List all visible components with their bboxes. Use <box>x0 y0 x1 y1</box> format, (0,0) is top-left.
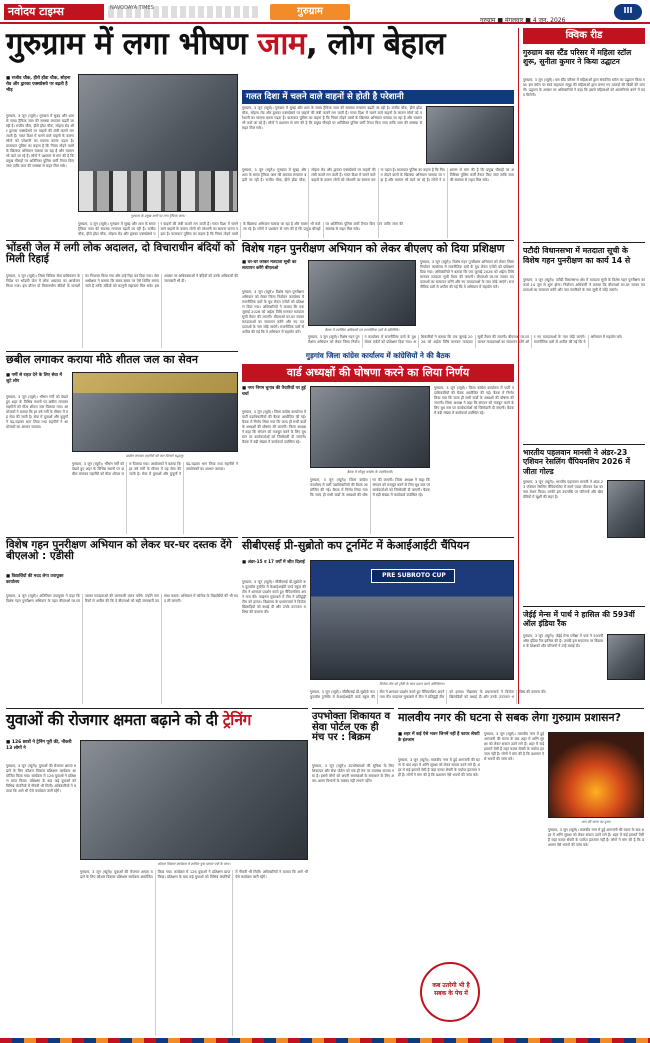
divider <box>523 242 645 243</box>
lead-body-col2 <box>78 222 403 238</box>
malviya-photo <box>548 732 644 818</box>
lead-body-col1 <box>6 114 74 238</box>
lead-headline-tail: , लोग बेहाल <box>305 26 446 62</box>
section-label <box>270 4 350 20</box>
blo-bullet: ■ विद्यार्थियों की मदद लेगा उपायुक्त कार्यालय <box>6 574 64 585</box>
divider <box>6 708 308 709</box>
malviya-headline-text: मालवीय नगर की घटना से सबक लेगा गुरुग्राम प्रशासन? <box>398 711 621 724</box>
blo-body <box>6 594 238 704</box>
youth-body-text: गुरुग्राम, 3 जून (ब्यूरो)। युवाओं की रोजगार क्षमता बढ़ाने के लिए कौशल विकास प्रशिक्षण कार्यक्रम आयोजित किया गया। कार्यक्रम में 126 युवाओं ने प्रशिक्षण प्राप्त किया। प्रशिक्षण के बाद कई युवाओं को विभिन्न कंपनियों में नौकरी भी मिली। अधिकारियों ने बताया कि आगे भी ऐसे कार्यक्रम जारी रहेंगे। <box>6 764 76 793</box>
congress-kicker <box>242 351 514 363</box>
lead-headline <box>6 28 516 70</box>
ticker-strip <box>108 6 258 18</box>
congress-body-text: गुरुग्राम, 3 जून (ब्यूरो)। जिला कांग्रेस कार्यालय में पार्टी पदाधिकारियों की बैठक आयोजित की गई। बैठक में निर्णय लिया गया कि जल्द ही सभी वार्डों के अध्यक्षों की घोषणा की जाएगी। जिला अध्यक्ष ने कहा कि संगठन को मजबूत करने के लिए बूथ स्तर पर कार्यकर्ताओं को जिम्मेदारी दी जाएगी। बैठक में बड़ी संख्या में कार्यकर्ता उपस्थित रहे। <box>242 410 306 444</box>
malviya-caption <box>548 820 644 825</box>
quick-read-title-bar <box>523 28 645 44</box>
subroto-bullet: ■ अंडर-15 व 17 वर्गों में जीत दिलाई <box>242 560 305 565</box>
malviya-bullet: ■ शहर में कई ऐसे भवन जिनमें नहीं हैं फायर सेफ्टी के इंतजाम <box>398 732 480 743</box>
malviya-badge <box>420 962 480 1022</box>
divider <box>242 537 514 538</box>
election-training-headline <box>242 243 514 257</box>
youth-body-text-2: गुरुग्राम, 3 जून (ब्यूरो)। युवाओं की रोजगार क्षमता बढ़ाने के लिए कौशल विकास प्रशिक्षण कार्यक्रम आयोजित किया गया। कार्यक्रम में 126 युवाओं ने प्रशिक्षण प्राप्त किया। प्रशिक्षण के बाद कई युवाओं को विभिन्न कंपनियों में नौकरी भी मिली। अधिकारियों ने बताया कि आगे भी ऐसे कार्यक्रम जारी रहेंगे। <box>80 870 308 879</box>
youth-caption <box>80 862 308 867</box>
election-training-bullet-text: घर-घर जाकर मतदाता सूची का सत्यापन करेंगे बीएलओ <box>242 260 297 271</box>
quick-read-item-3-body: गुरुग्राम, 3 जून (ब्यूरो)। जेईई मेन्स परीक्षा में पार्थ ने 593वीं ऑल इंडिया रैंक हासिल की है। उनकी इस सफलता पर विद्यालय के शिक्षकों और परिजनों ने उन्हें बधाई दी। <box>523 634 603 648</box>
election-training-photo <box>308 260 416 326</box>
divider <box>6 537 238 538</box>
chhabeel-headline <box>6 354 238 370</box>
quick-read-item-0-headline: गुरुग्राम बस स्टैंड परिसर में महिला स्टॉल शुरू, सुनीता कुमार ने किया उद्घाटन <box>523 48 632 67</box>
quick-read-item-headline <box>523 610 645 632</box>
lok-adalat-body <box>6 274 238 348</box>
divider <box>523 606 645 607</box>
ticker-text: NAVODAYA TIMES <box>110 5 154 11</box>
youth-headline <box>6 712 308 736</box>
footer-strip <box>0 1038 650 1043</box>
chhabeel-body-1 <box>6 395 68 533</box>
election-training-body-1 <box>242 290 304 348</box>
lok-adalat-headline-text: भोंडसी जेल में लगी लोक अदालत, दो विचाराधीन बंदियों को मिली रिहाई <box>6 242 235 266</box>
dateline <box>480 7 610 24</box>
congress-kicker-text: गुड़गांव जिला कांग्रेस कार्यालय में कांग्रेसियों ने की बैठक <box>305 351 451 360</box>
chhabeel-body-text: गुरुग्राम, 3 जून (ब्यूरो)। भीषण गर्मी को देखते हुए शहर के विभिन्न स्थानों पर छबील लगाकर राहगीरों को मीठा शीतल जल पिलाया गया। आयोजकों ने बताया कि हर वर्ष गर्मी के मौसम में यह सेवा की जाती है। सेवा में युवाओं और बुजुर्गों ने बढ़-चढ़कर भाग लिया तथा राहगीरों ने आयोजकों का आभार जताया। <box>6 395 68 429</box>
election-training-headline-text: विशेष गहन पुनरीक्षण अभियान को लेकर बीएलए को दिया प्रशिक्षण <box>242 242 505 255</box>
chhabeel-bullet: ■ गर्मी से राहत देने के लिए सेवा में जुटे लोग <box>6 373 62 384</box>
divider <box>398 708 644 709</box>
election-training-body-text-3: गुरुग्राम, 3 जून (ब्यूरो)। विशेष गहन पुनरीक्षण अभियान को लेकर जिला निर्वाचन कार्यालय में राजनीतिक दलों के बूथ लेवल एजेंटों को प्रशिक्षण दिया गया। अधिकारियों ने बताया कि एक जुलाई 2026 को अर्हता तिथि मानकर मतदाता सूची तैयार की जाएगी। बीएलओ घर-घर जाकर मतदाताओं का सत्यापन करेंगे और नए मतदाताओं के नाम जोड़े जाएंगे। राजनीतिक दलों से अपील की गई कि वे अभियान में सहयोग करें। <box>420 260 514 289</box>
page-number-text: III <box>623 6 633 15</box>
lead-deck <box>242 90 514 104</box>
malviya-body-text-2: गुरुग्राम, 3 जून (ब्यूरो)। मालवीय नगर में हुई आगजनी की घटना के बाद शहर में अग्नि सुरक्षा को लेकर सवाल उठने लगे हैं। शहर में कई इमारतें ऐसी हैं जहां फायर सेफ्टी के पर्याप्त इंतजाम नहीं हैं। लोगों ने मांग की है कि प्रशासन ऐसे भवनों की जांच करे। <box>484 732 544 761</box>
subroto-photo <box>310 560 514 680</box>
youth-bullet: ■ 126 छात्रों ने ट्रेनिंग पूरी की, नौकरी 13 लोगों ने <box>6 740 72 751</box>
brand-name: नवोदय टाइम्स <box>8 5 64 18</box>
divider <box>242 240 514 241</box>
quick-read-item-3-headline: जेईई मेन्स में पार्थ ने हासिल की 593वीं ऑल इंडिया रैंक <box>523 610 635 629</box>
congress-caption <box>310 470 430 475</box>
election-training-caption <box>308 328 416 333</box>
blo-headline-text: विशेष गहन पुनरीक्षण अभियान को लेकर घर-घर दस्तक देंगे बीएलओ : एडीसी <box>6 539 232 563</box>
divider <box>6 351 238 352</box>
congress-bullet-text: नगर निगम चुनाव की तैयारियों पर हुई चर्चा <box>242 386 306 397</box>
chhabeel-photo <box>72 372 238 452</box>
quick-read-item-body <box>523 278 645 442</box>
malviya-body-1 <box>398 758 480 958</box>
quick-read-item-body <box>523 480 603 602</box>
lead-body-text: गुरुग्राम, 3 जून (ब्यूरो)। गुरुग्राम में सुबह और शाम के समय ट्रैफिक जाम की समस्या लगातार बढ़ती जा रही है। राजीव चौक, हीरो होंडा चौक, सोहना रोड और द्वारका एक्सप्रेसवे पर वाहनों की लंबी कतारें लग जाती हैं। गलत दिशा में चलने वाले वाहनों के कारण लोगों को परेशानी का सामना करना पड़ता है। यातायात पुलिस का कहना है कि नियम तोड़ने वालों के खिलाफ अभियान चलाया जा रहा है और चालान भी काटे जा रहे हैं। लोगों ने प्रशासन से मांग की है कि प्रमुख चौराहों पर अतिरिक्त पुलिस कर्मी तैनात किए जाएं ताकि जाम की समस्या से राहत मिल सके। <box>6 114 74 168</box>
section-name: गुरुग्राम <box>297 6 323 17</box>
subroto-banner-text: PRE SUBROTO CUP <box>382 572 446 579</box>
divider <box>312 708 394 709</box>
malviya-body-text: गुरुग्राम, 3 जून (ब्यूरो)। मालवीय नगर में हुई आगजनी की घटना के बाद शहर में अग्नि सुरक्षा को लेकर सवाल उठने लगे हैं। शहर में कई इमारतें ऐसी हैं जहां फायर सेफ्टी के पर्याप्त इंतजाम नहीं हैं। लोगों ने मांग की है कि प्रशासन ऐसे भवनों की जांच करे। <box>398 758 480 777</box>
chhabeel-bullet-text: गर्मी से राहत देने के लिए सेवा में जुटे लोग <box>6 373 62 384</box>
lead-body-text-3: गुरुग्राम, 3 जून (ब्यूरो)। गुरुग्राम में सुबह और शाम के समय ट्रैफिक जाम की समस्या लगातार बढ़ती जा रही है। राजीव चौक, हीरो होंडा चौक, सोहना रोड और द्वारका एक्सप्रेसवे पर वाहनों की लंबी कतारें लग जाती हैं। गलत दिशा में चलने वाले वाहनों के कारण लोगों को परेशानी का सामना करना पड़ता है। यातायात पुलिस का कहना है कि नियम तोड़ने वालों के खिलाफ अभियान चलाया जा रहा है और चालान भी काटे जा रहे हैं। लोगों ने प्रशासन से मांग की है कि प्रमुख चौराहों पर अतिरिक्त पुलिस कर्मी तैनात किए जाएं ताकि जाम की समस्या से राहत मिल सके। <box>242 106 422 130</box>
quick-read-sidebar <box>518 28 644 704</box>
quick-read-item-body <box>523 78 645 240</box>
congress-body-2 <box>310 478 430 534</box>
chhabeel-body-text-2: गुरुग्राम, 3 जून (ब्यूरो)। भीषण गर्मी को देखते हुए शहर के विभिन्न स्थानों पर छबील लगाकर राहगीरों को मीठा शीतल जल पिलाया गया। आयोजकों ने बताया कि हर वर्ष गर्मी के मौसम में यह सेवा की जाती है। सेवा में युवाओं और बुजुर्गों ने बढ़-चढ़कर भाग लिया तथा राहगीरों ने आयोजकों का आभार जताया। <box>72 462 238 476</box>
youth-headline-text: युवाओं की रोजगार क्षमता बढ़ाने को दी <box>6 711 223 729</box>
subroto-body-text: गुरुग्राम, 3 जून (ब्यूरो)। सीबीएसई प्री-सुब्रोतो कप फुटबॉल टूर्नामेंट में केआईआईटी वर्ल्ड स्कूल की टीम ने शानदार प्रदर्शन करते हुए चैंपियनशिप अपने नाम की। फाइनल मुकाबले में टीम ने प्रतिद्वंद्वी टीम को हराया। विद्यालय के प्रधानाचार्य ने विजेता खिलाड़ियों को बधाई दी और उनके उज्ज्वल भविष्य की कामना की। <box>242 580 306 614</box>
lead-deck-text: गलत दिशा में चलने वाले वाहनों से होती है परेशानी <box>246 92 404 102</box>
youth-photo <box>80 740 308 860</box>
subroto-caption-text: विजेता टीम को ट्रॉफी के साथ प्रदान करते अतिथिगण। <box>379 682 445 686</box>
subroto-banner <box>371 569 455 583</box>
youth-bullet-text: 126 छात्रों ने ट्रेनिंग पूरी की, नौकरी 13 लोगों ने <box>6 740 72 751</box>
congress-body-1 <box>242 410 306 534</box>
congress-body-3 <box>434 386 514 534</box>
chhabeel-headline-text: छबील लगाकर कराया मीठे शीतल जल का सेवन <box>6 353 199 366</box>
election-training-body-3 <box>420 260 514 348</box>
chhabeel-caption <box>72 454 238 459</box>
congress-caption-text: बैठक में मौजूद कांग्रेस के पदाधिकारी। <box>346 470 394 474</box>
youth-headline-highlight: ट्रेनिंग <box>222 711 252 729</box>
lok-adalat-body-text: गुरुग्राम, 3 जून (ब्यूरो)। जिला विधिक सेवा प्राधिकरण के निर्देश पर भोंडसी जेल में लोक अदालत का आयोजन किया गया। इस दौरान दो विचाराधीन बंदियों के मामलों का निपटारा किया गया और उन्हें रिहा कर दिया गया। जेल अधीक्षक ने बताया कि समय-समय पर ऐसे शिविर लगाए जाते हैं ताकि बंदियों को कानूनी सहायता मिल सके। इस अवसर पर अधिवक्ताओं ने बंदियों को उनके अधिकारों की जानकारी भी दी। <box>6 274 238 288</box>
student-photo <box>607 634 645 680</box>
election-training-body-2 <box>308 335 623 348</box>
portal-headline-text: उपभोक्ता शिकायत व सेवा पोर्टल एक ही मंच पर : बिक्रम <box>312 711 391 743</box>
youth-body-2 <box>80 870 308 1036</box>
congress-body-text-2: गुरुग्राम, 3 जून (ब्यूरो)। जिला कांग्रेस कार्यालय में पार्टी पदाधिकारियों की बैठक आयोजित की गई। बैठक में निर्णय लिया गया कि जल्द ही सभी वार्डों के अध्यक्षों की घोषणा की जाएगी। जिला अध्यक्ष ने कहा कि संगठन को मजबूत करने के लिए बूथ स्तर पर कार्यकर्ताओं को जिम्मेदारी दी जाएगी। बैठक में बड़ी संख्या में कार्यकर्ता उपस्थित रहे। <box>310 478 430 497</box>
divider <box>523 444 645 445</box>
subroto-headline <box>242 540 514 556</box>
quick-read-item-headline <box>523 246 645 276</box>
youth-caption-text: कौशल विकास कार्यक्रम में शामिल युवा प्रमाण पत्रों के साथ। <box>157 862 231 866</box>
subroto-bullet-text: अंडर-15 व 17 वर्गों में जीत दिलाई <box>247 560 305 565</box>
blo-body-text: गुरुग्राम, 3 जून (ब्यूरो)। अतिरिक्त उपायुक्त ने कहा कि विशेष गहन पुनरीक्षण अभियान के तहत बीएलओ घर-घर जाकर मतदाताओं की जानकारी एकत्र करेंगे। उन्होंने नागरिकों से अपील की कि वे बीएलओ को सही जानकारी उपलब्ध कराएं। अभियान में कॉलेज के विद्यार्थियों की भी मदद ली जाएगी। <box>6 594 238 603</box>
malviya-badge-text: कब उतरेगी भी है सबक के पेच में <box>432 982 470 997</box>
quick-read-title: क्विक रीड <box>565 30 603 41</box>
lead-body-cols <box>242 168 514 238</box>
dateline-text: गुरुग्राम ■ मंगलवार ■ 4 जून, 2026 <box>480 17 566 24</box>
quick-read-item-1-headline: पटौदी विधानसभा में मतदाता सूची के विशेष गहन पुनरीक्षण का कार्य 14 से <box>523 246 631 265</box>
lead-bullet-text: राजीव चौक, हीरो होंडा चौक, सोहना रोड और द्वारका एक्सप्रेसवे पर बढ़ती है भीड़ <box>6 76 71 93</box>
subroto-body-1 <box>242 580 306 704</box>
blo-headline <box>6 540 238 570</box>
malviya-headline <box>398 712 644 728</box>
lead-caption-text: गुरुग्राम के प्रमुख मार्गों पर लगा ट्रैफिक जाम। <box>130 214 186 218</box>
portal-body-text: गुरुग्राम, 3 जून (ब्यूरो)। उपभोक्ताओं की सुविधा के लिए शिकायत और सेवा पोर्टल को एक ही मंच पर उपलब्ध कराया गया है। इससे लोगों को अपनी समस्याओं के समाधान के लिए अलग-अलग विभागों के चक्कर नहीं लगाने पड़ेंगे। <box>312 764 394 783</box>
subroto-body-text-2: गुरुग्राम, 3 जून (ब्यूरो)। सीबीएसई प्री-सुब्रोतो कप फुटबॉल टूर्नामेंट में केआईआईटी वर्ल्ड स्कूल की टीम ने शानदार प्रदर्शन करते हुए चैंपियनशिप अपने नाम की। फाइनल मुकाबले में टीम ने प्रतिद्वंद्वी टीम को हराया। विद्यालय के प्रधानाचार्य ने विजेता खिलाड़ियों को बधाई दी और उनके उज्ज्वल भविष्य की कामना की। <box>310 690 547 699</box>
congress-headline-text: वार्ड अध्यक्षों की घोषणा करने का लिया निर्णय <box>286 366 470 379</box>
congress-body-text-3: गुरुग्राम, 3 जून (ब्यूरो)। जिला कांग्रेस कार्यालय में पार्टी पदाधिकारियों की बैठक आयोजित की गई। बैठक में निर्णय लिया गया कि जल्द ही सभी वार्डों के अध्यक्षों की घोषणा की जाएगी। जिला अध्यक्ष ने कहा कि संगठन को मजबूत करने के लिए बूथ स्तर पर कार्यकर्ताओं को जिम्मेदारी दी जाएगी। बैठक में बड़ी संख्या में कार्यकर्ता उपस्थित रहे। <box>434 386 514 415</box>
congress-photo <box>310 386 430 468</box>
malviya-body-2 <box>484 732 544 1036</box>
subroto-body-2 <box>310 690 547 704</box>
quick-read-item-headline <box>523 48 645 76</box>
divider <box>6 240 238 241</box>
blo-bullet-text: विद्यार्थियों की मदद लेगा उपायुक्त कार्यालय <box>6 574 64 585</box>
election-training-body-text-2: गुरुग्राम, 3 जून (ब्यूरो)। विशेष गहन पुनरीक्षण अभियान को लेकर जिला निर्वाचन कार्यालय में राजनीतिक दलों के बूथ लेवल एजेंटों को प्रशिक्षण दिया गया। अधिकारियों ने बताया कि एक जुलाई 2026 को अर्हता तिथि मानकर मतदाता सूची तैयार की जाएगी। बीएलओ घर-घर जाकर मतदाताओं का सत्यापन करेंगे और नए मतदाताओं के नाम जोड़े जाएंगे। राजनीतिक दलों से अपील की गई कि वे अभियान में सहयोग करें। <box>308 335 623 344</box>
wrestler-photo <box>607 480 645 538</box>
quick-read-item-2-body: गुरुग्राम, 3 जून (ब्यूरो)। भारतीय पहलवान मानसी ने अंडर-23 एशियन रेसलिंग चैंपियनशिप में स्वर्ण पदक जीतकर देश का नाम रोशन किया। उनकी इस उपलब्धि पर परिजनों और खेल प्रेमियों में खुशी की लहर है। <box>523 480 603 499</box>
chhabeel-body-2 <box>72 462 238 534</box>
lead-body-text-2: गुरुग्राम, 3 जून (ब्यूरो)। गुरुग्राम में सुबह और शाम के समय ट्रैफिक जाम की समस्या लगातार बढ़ती जा रही है। राजीव चौक, हीरो होंडा चौक, सोहना रोड और द्वारका एक्सप्रेसवे पर वाहनों की लंबी कतारें लग जाती हैं। गलत दिशा में चलने वाले वाहनों के कारण लोगों को परेशानी का सामना करना पड़ता है। यातायात पुलिस का कहना है कि नियम तोड़ने वालों के खिलाफ अभियान चलाया जा रहा है और चालान भी काटे जा रहे हैं। लोगों ने प्रशासन से मांग की है कि प्रमुख चौराहों पर अतिरिक्त पुलिस कर्मी तैनात किए जाएं ताकि जाम की समस्या से राहत मिल सके। <box>78 222 403 236</box>
lead-headline-highlight: जाम <box>257 26 306 62</box>
malviya-body-3 <box>548 828 644 1036</box>
quick-read-item-headline <box>523 448 645 478</box>
lead-photo <box>78 74 238 212</box>
lead-photo-caption <box>78 214 238 220</box>
portal-headline <box>312 712 394 760</box>
lead-body-wide <box>242 106 422 166</box>
lead-headline-text: गुरुग्राम में लगा भीषण <box>6 26 258 62</box>
subroto-headline-text: सीबीएसई प्री-सुब्रोतो कप टूर्नामेंट में केआईआईटी चैंपियन <box>242 539 470 552</box>
election-training-body-text: गुरुग्राम, 3 जून (ब्यूरो)। विशेष गहन पुनरीक्षण अभियान को लेकर जिला निर्वाचन कार्यालय में राजनीतिक दलों के बूथ लेवल एजेंटों को प्रशिक्षण दिया गया। अधिकारियों ने बताया कि एक जुलाई 2026 को अर्हता तिथि मानकर मतदाता सूची तैयार की जाएगी। बीएलओ घर-घर जाकर मतदाताओं का सत्यापन करेंगे और नए मतदाताओं के नाम जोड़े जाएंगे। राजनीतिक दलों से अपील की गई कि वे अभियान में सहयोग करें। <box>242 290 304 334</box>
election-training-bullet: ■ घर-घर जाकर मतदाता सूची का सत्यापन करेंगे बीएलओ <box>242 260 297 271</box>
malviya-caption-text: आग की घटना का दृश्य। <box>581 820 611 824</box>
congress-headline-band <box>242 364 514 382</box>
subroto-caption <box>310 682 514 687</box>
page-number <box>614 4 642 20</box>
malviya-bullet-text: शहर में कई ऐसे भवन जिनमें नहीं हैं फायर सेफ्टी के इंतजाम <box>398 732 480 743</box>
lead-bullet: ■ राजीव चौक, हीरो होंडा चौक, सोहना रोड और द्वारका एक्सप्रेसवे पर बढ़ती है भीड़ <box>6 76 71 93</box>
portal-body <box>312 764 394 1036</box>
masthead <box>0 0 650 24</box>
chhabeel-caption-text: छबील लगाकर राहगीरों को जल पिलाते श्रद्धालु। <box>126 454 184 458</box>
election-training-caption-text: बैठक में उपस्थित अधिकारी एवं राजनीतिक दलों के प्रतिनिधि। <box>324 328 400 332</box>
brand-logo <box>4 4 104 20</box>
quick-read-item-1-body: गुरुग्राम, 3 जून (ब्यूरो)। पटौदी विधानसभा क्षेत्र में मतदाता सूची के विशेष गहन पुनरीक्षण का कार्य 14 जून से शुरू होगा। निर्वाचन अधिकारी ने बताया कि बीएलओ घर-घर जाकर मतदाताओं का सत्यापन करेंगे और पात्र नागरिकों के नाम सूची में जोड़े जाएंगे। <box>523 278 645 292</box>
quick-read-item-0-body: गुरुग्राम, 3 जून (ब्यूरो)। बस स्टैंड परिसर में महिलाओं द्वारा संचालित स्टॉल का उद्घाटन किया गया। इस स्टॉल पर स्वयं सहायता समूह की महिलाओं द्वारा बनाए गए उत्पादों की बिक्री की जाएगी। उद्घाटन के अवसर पर अधिकारियों ने कहा कि इससे महिलाओं को आत्मनिर्भर बनने में मदद मिलेगी। <box>523 78 645 97</box>
lead-body-text-4: गुरुग्राम, 3 जून (ब्यूरो)। गुरुग्राम में सुबह और शाम के समय ट्रैफिक जाम की समस्या लगातार बढ़ती जा रही है। राजीव चौक, हीरो होंडा चौक, सोहना रोड और द्वारका एक्सप्रेसवे पर वाहनों की लंबी कतारें लग जाती हैं। गलत दिशा में चलने वाले वाहनों के कारण लोगों को परेशानी का सामना करना पड़ता है। यातायात पुलिस का कहना है कि नियम तोड़ने वालों के खिलाफ अभियान चलाया जा रहा है और चालान भी काटे जा रहे हैं। लोगों ने प्रशासन से मांग की है कि प्रमुख चौराहों पर अतिरिक्त पुलिस कर्मी तैनात किए जाएं ताकि जाम की समस्या से राहत मिल सके। <box>242 168 514 182</box>
youth-body-1 <box>6 764 76 1036</box>
congress-bullet: ■ नगर निगम चुनाव की तैयारियों पर हुई चर्चा <box>242 386 306 397</box>
lead-inset-photo <box>426 106 514 164</box>
malviya-body-text-3: गुरुग्राम, 3 जून (ब्यूरो)। मालवीय नगर में हुई आगजनी की घटना के बाद शहर में अग्नि सुरक्षा को लेकर सवाल उठने लगे हैं। शहर में कई इमारतें ऐसी हैं जहां फायर सेफ्टी के पर्याप्त इंतजाम नहीं हैं। लोगों ने मांग की है कि प्रशासन ऐसे भवनों की जांच करे। <box>548 828 644 847</box>
quick-read-item-body <box>523 634 603 704</box>
quick-read-item-2-headline: भारतीय पहलवान मानसी ने अंडर-23 एशियन रेसलिंग चैंपियनशिप 2026 में जीता गोल्ड <box>523 448 630 476</box>
lok-adalat-headline <box>6 243 238 271</box>
